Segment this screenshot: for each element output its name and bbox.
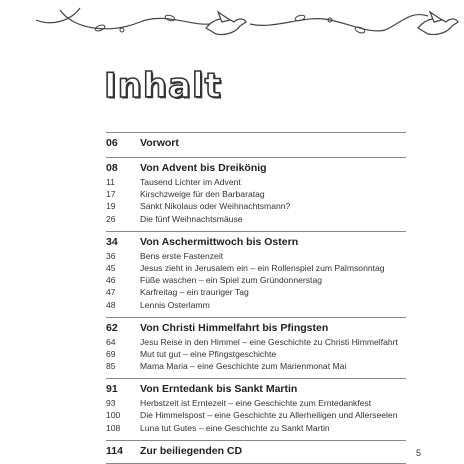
- entry-title: Karfreitag – ein trauriger Tag: [140, 287, 249, 298]
- entry-page-number: 17: [106, 189, 116, 200]
- entry-page-number: 100: [106, 410, 121, 421]
- toc-entry: [106, 177, 406, 189]
- entry-page-number: 11: [106, 177, 115, 187]
- toc-section-heading: [106, 157, 406, 177]
- toc-entry: [106, 361, 406, 373]
- toc-entry: [106, 251, 406, 263]
- section-page-number: 62: [106, 321, 118, 334]
- toc-entry: [106, 300, 406, 312]
- entry-title: Mama Maria – eine Geschichte zum Marienmonat Mai: [140, 361, 347, 372]
- toc-entry: [106, 201, 406, 213]
- entry-title: Die fünf Weihnachtsmäuse: [140, 213, 243, 224]
- entry-page-number: 64: [106, 336, 116, 347]
- section-page-number: 08: [106, 162, 118, 174]
- entry-page-number: 46: [106, 275, 116, 286]
- toc-entry: [106, 398, 406, 410]
- entry-title: Füße waschen – ein Spiel zum Gründonnerstag: [140, 275, 323, 286]
- entry-title: Die Himmelspost – eine Geschichte zu Allerheiligen und Allerseelen: [140, 410, 398, 421]
- section-title: Von Advent bis Dreikönig: [140, 162, 267, 174]
- page-number: 5: [416, 448, 422, 458]
- entry-title: Lennis Osterlamm: [140, 299, 210, 310]
- section-title: Von Aschermittwoch bis Ostern: [140, 235, 299, 248]
- page-title: Inhalt: [104, 66, 222, 106]
- toc-entry: [106, 189, 406, 201]
- toc-entry: [106, 423, 406, 435]
- toc-entry: [106, 337, 406, 349]
- section-page-number: 06: [106, 137, 118, 149]
- section-title: Von Christi Himmelfahrt bis Pfingsten: [140, 321, 329, 334]
- toc-section-heading: [106, 317, 406, 337]
- section-page-number: 91: [106, 383, 118, 396]
- toc-entry: [106, 214, 406, 226]
- entry-title: Jesus zieht in Jerusalem ein – ein Rollenspiel zum Palmsonntag: [140, 262, 385, 273]
- toc-bottom-rule: [106, 460, 406, 464]
- section-title: Von Erntedank bis Sankt Martin: [140, 383, 298, 396]
- header-vine-decoration: [0, 0, 464, 60]
- entry-page-number: 108: [106, 422, 121, 433]
- section-page-number: 114: [106, 444, 123, 457]
- toc-entry: [106, 410, 406, 422]
- entry-page-number: 85: [106, 361, 116, 372]
- section-page-number: 34: [106, 235, 118, 248]
- toc-section-heading: [106, 378, 406, 398]
- entry-page-number: 45: [106, 262, 116, 273]
- entry-page-number: 26: [106, 213, 116, 224]
- toc-entry: [106, 349, 406, 361]
- entry-title: Mut tut gut – eine Pfingstgeschichte: [140, 348, 277, 359]
- entry-page-number: 36: [106, 250, 116, 261]
- entry-page-number: 69: [106, 348, 116, 359]
- entry-title: Jesu Reise in den Himmel – eine Geschichte zu Christi Himmelfahrt: [140, 336, 398, 347]
- entry-page-number: 48: [106, 299, 116, 310]
- toc-entry: [106, 287, 406, 299]
- entry-title: Bens erste Fastenzeit: [140, 250, 224, 261]
- entry-title: Kirschzweige für den Barbaratag: [140, 189, 265, 200]
- toc-section-heading: [106, 440, 406, 460]
- toc-section-heading: [106, 132, 406, 152]
- entry-page-number: 19: [106, 201, 116, 212]
- section-title: Zur beiliegenden CD: [140, 444, 243, 457]
- entry-page-number: 47: [106, 287, 116, 298]
- entry-page-number: 93: [106, 398, 116, 409]
- section-title: Vorwort: [140, 137, 179, 149]
- toc-section-heading: [106, 231, 406, 251]
- entry-title: Luna tut Gutes – eine Geschichte zu Sankt Martin: [140, 422, 330, 433]
- dove-left-icon: [206, 12, 246, 35]
- toc-entry: [106, 275, 406, 287]
- entry-title: Sankt Nikolaus oder Weihnachtsmann?: [140, 201, 291, 212]
- entry-title: Tausend Lichter im Advent: [140, 177, 241, 187]
- entry-title: Herbstzeit ist Erntezeit – eine Geschichte zum Erntedankfest: [140, 398, 372, 409]
- table-of-contents: [106, 132, 406, 464]
- toc-entry: [106, 263, 406, 275]
